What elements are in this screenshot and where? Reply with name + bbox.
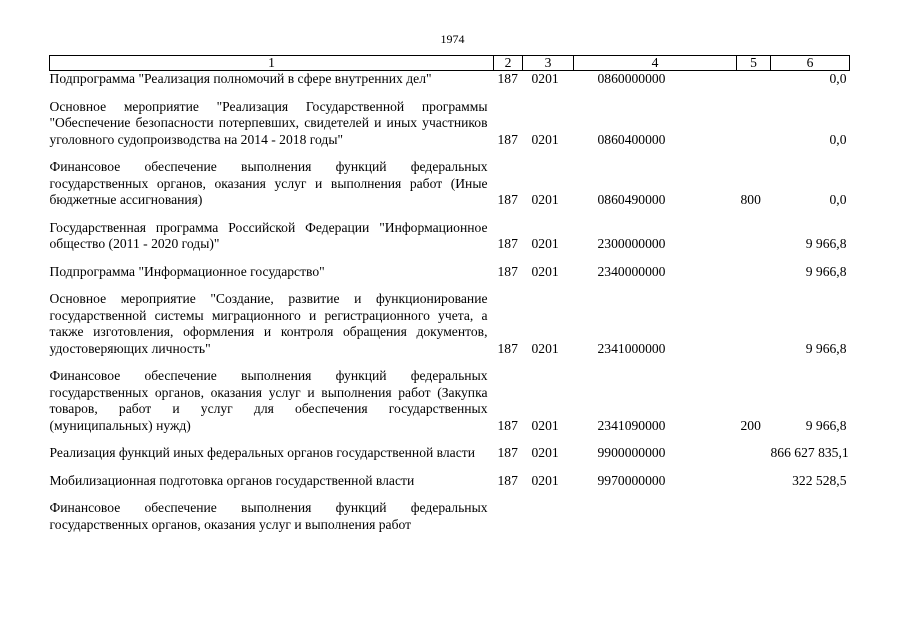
admin-code: 187 — [497, 263, 518, 279]
expense-type-code — [737, 212, 771, 256]
section-code: 0201 — [531, 472, 559, 488]
column-number-header: 6 — [771, 56, 850, 71]
target-article-code: 2340000000 — [597, 263, 666, 279]
admin-code: 187 — [497, 417, 518, 433]
section-code: 0201 — [531, 340, 559, 356]
expense-type-code — [737, 71, 771, 91]
item-name: Основное мероприятие "Реализация Государственной программы "Обеспечение безопасности потерпевших, свидетелей и иных участников уголовного судопроизводства на 2014 - 2018 годы" — [49, 98, 488, 147]
item-name: Подпрограмма "Информационное государство" — [49, 263, 325, 279]
column-number-header: 3 — [523, 56, 574, 71]
target-article-code: 2341090000 — [597, 417, 666, 433]
target-article-code: 9900000000 — [597, 445, 666, 460]
amount: 0,0 — [829, 131, 847, 147]
amount — [771, 492, 850, 536]
table-row — [50, 283, 850, 360]
item-name: Мобилизационная подготовка органов государственной власти — [49, 472, 415, 488]
amount: 9 966,8 — [805, 417, 847, 433]
admin-code: 187 — [497, 236, 518, 251]
column-number-header: 5 — [737, 56, 771, 71]
expense-type-code: 800 — [740, 192, 761, 207]
amount: 866 627 835,1 — [770, 445, 849, 460]
table-row — [50, 256, 850, 284]
target-article-code: 0860000000 — [597, 71, 666, 86]
item-name: Реализация функций иных федеральных органов государственной власти — [49, 445, 475, 460]
expense-type-code: 200 — [740, 417, 761, 433]
item-name: Финансовое обеспечение выполнения функций федеральных государственных органов, оказания услуг и выполнения работ (Закупка товаров, работ и услуг для обеспечения государственных (муниципальных) нужд) — [49, 368, 488, 433]
table-row — [50, 91, 850, 152]
table-row — [50, 151, 850, 212]
target-article-code: 2300000000 — [597, 236, 666, 251]
expense-type-code — [737, 465, 771, 493]
admin-code: 187 — [497, 131, 518, 147]
admin-code: 187 — [497, 71, 518, 86]
column-number-header: 1 — [50, 56, 494, 71]
expense-type-code — [737, 256, 771, 284]
amount: 0,0 — [829, 71, 847, 86]
section-code: 0201 — [531, 131, 559, 147]
admin-code: 187 — [497, 445, 518, 460]
admin-code: 187 — [497, 192, 518, 207]
column-number-header: 2 — [494, 56, 523, 71]
expense-type-code — [737, 437, 771, 465]
table-row — [50, 71, 850, 91]
expense-type-code — [737, 492, 771, 536]
table-row — [50, 360, 850, 437]
section-code — [523, 492, 574, 536]
item-name: Финансовое обеспечение выполнения функций федеральных государственных органов, оказания услуг и выполнения работ — [49, 500, 488, 532]
admin-code — [494, 492, 523, 536]
table-row — [50, 212, 850, 256]
column-number-header: 4 — [574, 56, 737, 71]
amount: 9 966,8 — [805, 236, 847, 251]
item-name: Основное мероприятие "Создание, развитие и функционирование государственной системы миграционного и регистрационного учета, а также изготовления, оформления и контроля обращения документов, удостоверяющих личность" — [49, 291, 488, 356]
target-article-code: 0860490000 — [597, 192, 666, 207]
amount: 322 528,5 — [792, 472, 847, 488]
table-row — [50, 465, 850, 493]
section-code: 0201 — [531, 236, 559, 251]
section-code: 0201 — [531, 263, 559, 279]
item-name: Государственная программа Российской Федерации "Информационное общество (2011 - 2020 годы)" — [49, 219, 488, 251]
amount: 0,0 — [829, 192, 847, 207]
section-code: 0201 — [531, 71, 559, 86]
target-article-code: 9970000000 — [597, 472, 666, 488]
table-row — [50, 437, 850, 465]
section-code: 0201 — [531, 192, 559, 207]
page-number: 1974 — [440, 32, 465, 46]
amount: 9 966,8 — [805, 263, 847, 279]
section-code: 0201 — [531, 445, 559, 460]
column-number-row — [50, 56, 850, 71]
item-name: Подпрограмма "Реализация полномочий в сфере внутренних дел" — [49, 71, 432, 86]
table-row — [50, 492, 850, 536]
expense-type-code — [737, 91, 771, 152]
admin-code: 187 — [497, 472, 518, 488]
target-article-code: 2341000000 — [597, 340, 666, 356]
admin-code: 187 — [497, 340, 518, 356]
target-article-code — [574, 492, 737, 536]
section-code: 0201 — [531, 417, 559, 433]
budget-table — [49, 55, 850, 536]
expense-type-code — [737, 283, 771, 360]
item-name: Финансовое обеспечение выполнения функций федеральных государственных органов, оказания услуг и выполнения работ (Иные бюджетные ассигнования) — [49, 159, 488, 207]
target-article-code: 0860400000 — [597, 131, 666, 147]
amount: 9 966,8 — [805, 340, 847, 356]
